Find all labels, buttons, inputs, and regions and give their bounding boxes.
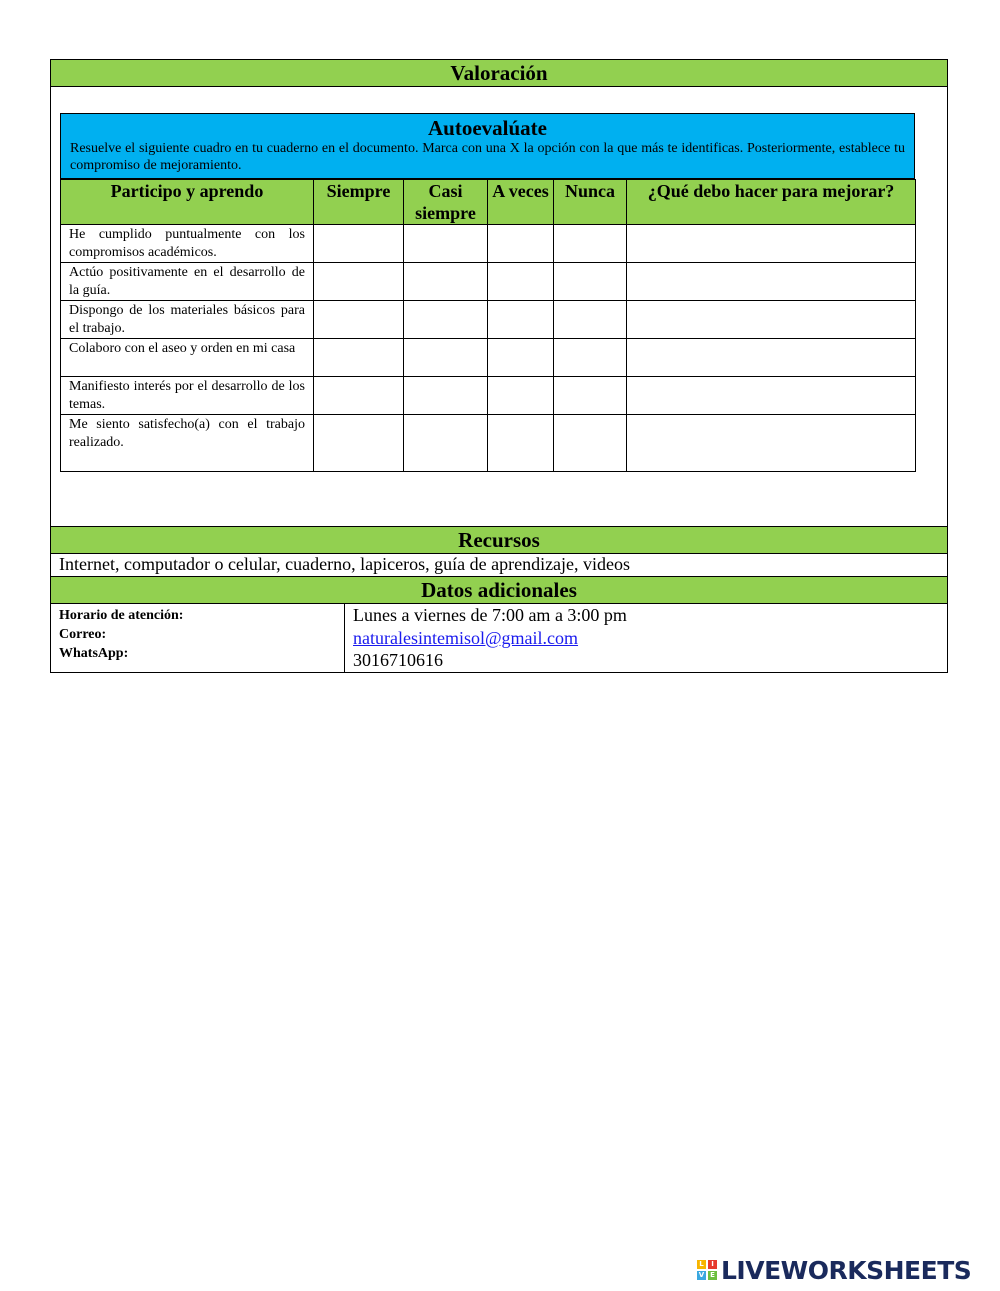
row-statement: Me siento satisfecho(a) con el trabajo realizado. <box>61 415 314 472</box>
answer-cell-nunca[interactable] <box>554 225 627 263</box>
logo-mark-icon <box>697 1260 717 1280</box>
label-horario: Horario de atención: <box>59 608 184 623</box>
self-assessment-table <box>60 179 916 472</box>
answer-cell-a-veces[interactable] <box>488 377 554 415</box>
answer-cell-a-veces[interactable] <box>488 301 554 339</box>
answer-cell-casi-siempre[interactable] <box>404 377 488 415</box>
row-statement: Manifiesto interés por el desarrollo de los temas. <box>61 377 314 415</box>
answer-cell-nunca[interactable] <box>554 415 627 472</box>
datos-labels <box>51 604 345 672</box>
table-row <box>61 339 916 377</box>
header-casi-siempre: Casi siempre <box>404 180 488 225</box>
logo-letter: I <box>708 1260 717 1269</box>
label-correo: Correo: <box>59 627 107 642</box>
answer-cell-a-veces[interactable] <box>488 225 554 263</box>
header-a-veces: A veces <box>488 180 554 225</box>
recursos-header: Recursos <box>50 526 948 554</box>
autoevaluate-title: Autoevalúate <box>428 116 547 140</box>
header-siempre: Siempre <box>314 180 404 225</box>
answer-cell-a-veces[interactable] <box>488 415 554 472</box>
answer-cell-nunca[interactable] <box>554 377 627 415</box>
worksheet <box>50 59 948 673</box>
logo-letter: V <box>698 1271 705 1279</box>
answer-cell-nunca[interactable] <box>554 301 627 339</box>
answer-cell-casi-siempre[interactable] <box>404 339 488 377</box>
table-row <box>61 377 916 415</box>
table-row <box>61 263 916 301</box>
row-statement: He cumplido puntualmente con los compromisos académicos. <box>61 225 314 263</box>
autoevaluate-block <box>60 113 915 472</box>
recursos-text: Internet, computador o celular, cuaderno, lapiceros, guía de aprendizaje, videos <box>50 554 948 577</box>
answer-cell-siempre[interactable] <box>314 339 404 377</box>
header-participo: Participo y aprendo <box>61 180 314 225</box>
answer-cell-siempre[interactable] <box>314 377 404 415</box>
answer-cell-mejorar[interactable] <box>627 339 916 377</box>
table-header-row <box>61 180 916 225</box>
answer-cell-siempre[interactable] <box>314 301 404 339</box>
answer-cell-mejorar[interactable] <box>627 301 916 339</box>
valoracion-header: Valoración <box>50 59 948 87</box>
answer-cell-siempre[interactable] <box>314 263 404 301</box>
answer-cell-nunca[interactable] <box>554 263 627 301</box>
label-whatsapp: WhatsApp: <box>59 646 129 661</box>
logo-letter: E <box>708 1271 717 1280</box>
answer-cell-a-veces[interactable] <box>488 339 554 377</box>
horario-value: Lunes a viernes de 7:00 am a 3:00 pm <box>353 605 627 625</box>
datos-header: Datos adicionales <box>50 577 948 604</box>
answer-cell-casi-siempre[interactable] <box>404 301 488 339</box>
answer-cell-casi-siempre[interactable] <box>404 415 488 472</box>
answer-cell-casi-siempre[interactable] <box>404 225 488 263</box>
answer-cell-siempre[interactable] <box>314 225 404 263</box>
table-row <box>61 301 916 339</box>
answer-cell-casi-siempre[interactable] <box>404 263 488 301</box>
liveworksheets-logo <box>697 1256 971 1284</box>
header-mejorar: ¿Qué debo hacer para mejorar? <box>627 180 916 225</box>
answer-cell-mejorar[interactable] <box>627 377 916 415</box>
answer-cell-nunca[interactable] <box>554 339 627 377</box>
email-link[interactable]: naturalesintemisol@gmail.com <box>353 627 579 648</box>
datos-adicionales <box>50 604 948 673</box>
logo-text: LIVEWORKSHEETS <box>721 1255 972 1285</box>
answer-cell-siempre[interactable] <box>314 415 404 472</box>
row-statement: Dispongo de los materiales básicos para el trabajo. <box>61 301 314 339</box>
row-statement: Actúo positivamente en el desarrollo de la guía. <box>61 263 314 301</box>
answer-cell-mejorar[interactable] <box>627 263 916 301</box>
logo-letter: L <box>697 1260 706 1269</box>
row-statement: Colaboro con el aseo y orden en mi casa <box>61 339 314 377</box>
header-nunca: Nunca <box>554 180 627 225</box>
autoevaluate-description: Resuelve el siguiente cuadro en tu cuaderno en el documento. Marca con una X la opción con la que más te identificas. Posteriormente, establece tu compromiso de mejoramiento. <box>70 141 905 173</box>
valoracion-section <box>50 87 948 526</box>
answer-cell-a-veces[interactable] <box>488 263 554 301</box>
autoevaluate-header <box>60 113 915 179</box>
answer-cell-mejorar[interactable] <box>627 415 916 472</box>
table-row <box>61 225 916 263</box>
table-row <box>61 415 916 472</box>
whatsapp-value: 3016710616 <box>353 650 443 670</box>
datos-values <box>345 604 947 672</box>
answer-cell-mejorar[interactable] <box>627 225 916 263</box>
